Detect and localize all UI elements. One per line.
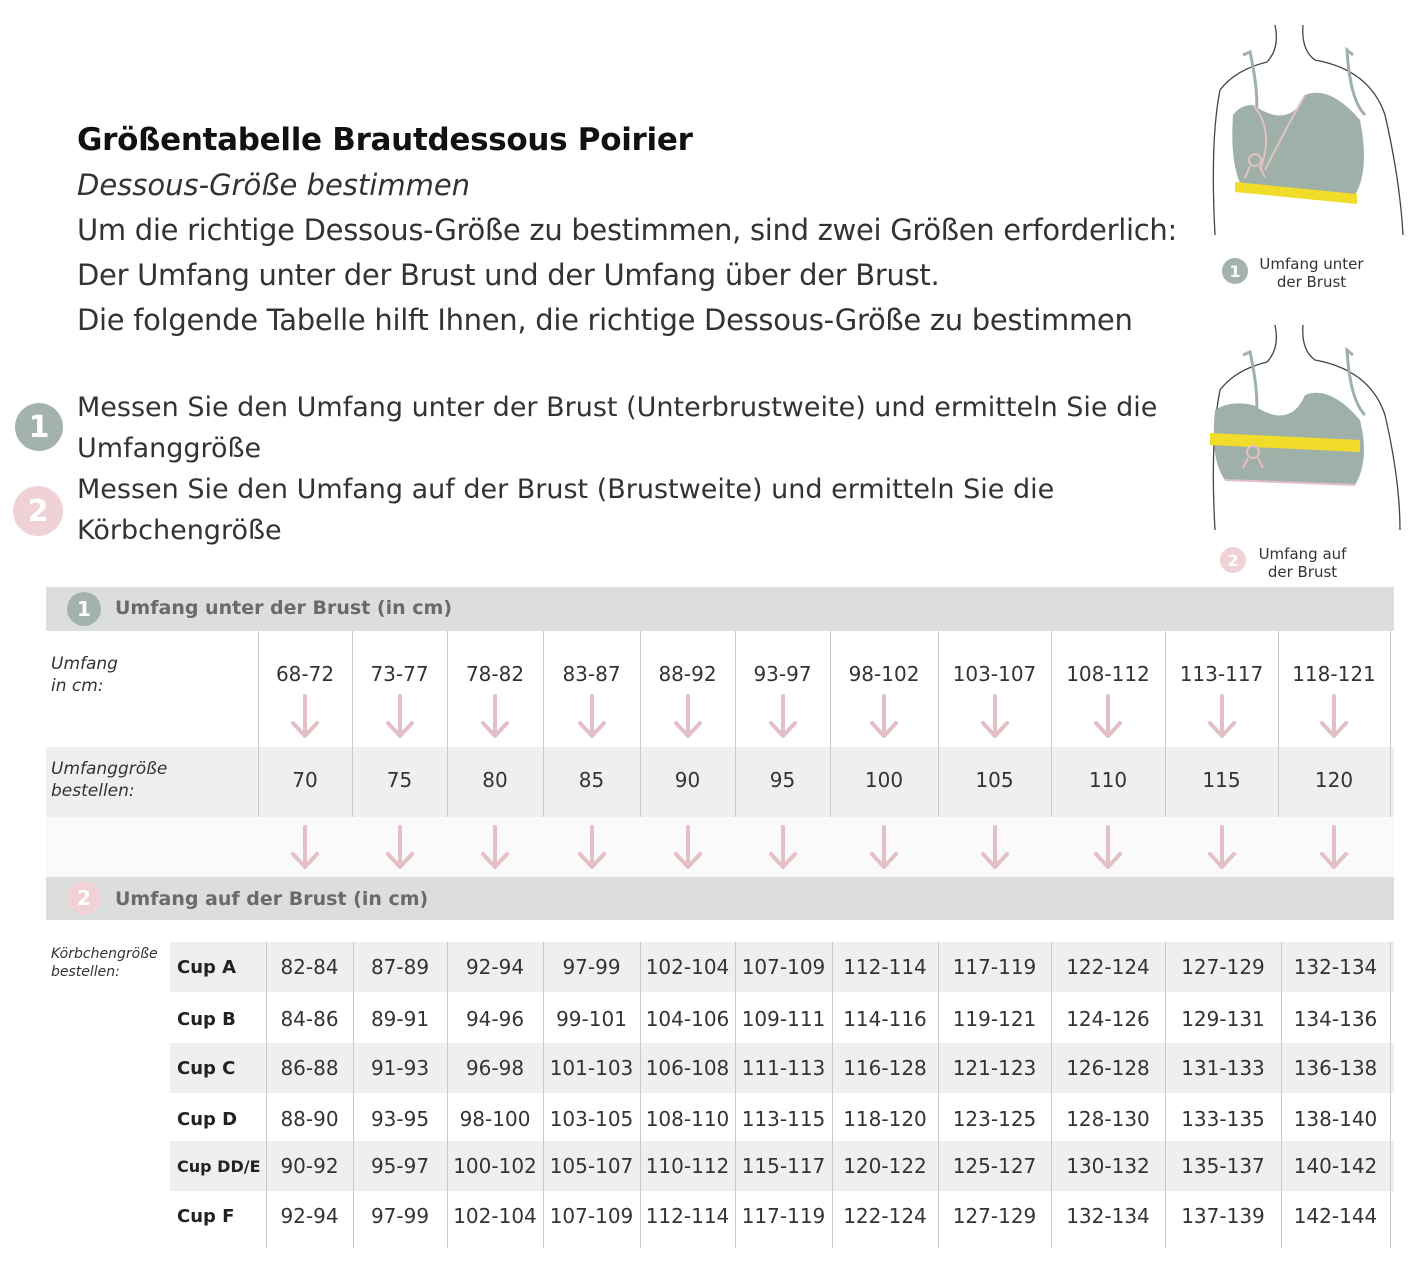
down-arrow-icon	[1319, 825, 1349, 871]
underbust-range-cell: 83-87	[562, 662, 621, 686]
cup-range-cell: 102-104	[453, 1204, 537, 1228]
cup-range-cell: 106-108	[645, 1056, 730, 1080]
underbust-range-cell: 88-92	[658, 662, 717, 686]
cup-label: Cup F	[177, 1205, 235, 1227]
cup-range-cell: 127-129	[952, 1204, 1037, 1228]
cup-range-cell: 111-113	[741, 1056, 826, 1080]
cup-range-cell: 124-126	[1066, 1007, 1150, 1031]
cup-column-divider	[640, 942, 641, 1248]
cup-range-cell: 90-92	[280, 1154, 339, 1178]
band-size-cell: 100	[864, 768, 904, 792]
intro-line-1: Um die richtige Dessous-Größe zu bestimmen, sind zwei Größen erforderlich:	[77, 213, 1177, 247]
page-subtitle: Dessous-Größe bestimmen	[77, 168, 471, 202]
cup-range-cell: 117-119	[952, 955, 1037, 979]
cup-range-cell: 98-100	[459, 1107, 531, 1131]
cup-range-cell: 131-133	[1181, 1056, 1265, 1080]
band-size-cell: 90	[674, 768, 701, 792]
cup-column-divider	[938, 942, 939, 1248]
cup-range-cell: 88-90	[280, 1107, 339, 1131]
cup-column-divider	[1281, 942, 1282, 1248]
cup-range-cell: 108-110	[645, 1107, 730, 1131]
band-size-cell: 85	[578, 768, 605, 792]
cup-range-cell: 110-112	[645, 1154, 730, 1178]
down-arrow-icon	[290, 694, 320, 740]
down-arrow-icon	[869, 825, 899, 871]
cup-label: Cup DD/E	[177, 1156, 261, 1176]
cup-range-cell: 136-138	[1293, 1056, 1378, 1080]
cup-range-cell: 105-107	[549, 1154, 634, 1178]
down-arrow-icon	[385, 825, 415, 871]
underbust-range-cell: 113-117	[1179, 662, 1264, 686]
cup-range-cell: 135-137	[1181, 1154, 1265, 1178]
cup-range-cell: 103-105	[549, 1107, 634, 1131]
underbust-illustration	[1205, 20, 1414, 240]
range-row-label-line-2: in cm:	[51, 676, 104, 696]
underbust-range-cell: 78-82	[465, 662, 525, 686]
figure-1-caption	[1254, 255, 1369, 291]
cup-order-label-line-1: Körbchengröße	[51, 946, 158, 962]
step-1-badge: 1	[15, 403, 63, 451]
figure-2-caption-line-1: Umfang auf	[1258, 545, 1347, 563]
underbust-range-cell: 108-112	[1066, 662, 1150, 686]
cup-range-cell: 102-104	[645, 955, 730, 979]
cup-range-cell: 118-120	[843, 1107, 927, 1131]
cup-range-cell: 107-109	[741, 955, 826, 979]
cup-range-cell: 92-94	[465, 955, 525, 979]
band-size-cell: 105	[975, 768, 1014, 792]
cup-range-cell: 129-131	[1181, 1007, 1265, 1031]
intro-line-2: Der Umfang unter der Brust und der Umfang über der Brust.	[77, 258, 940, 292]
cup-range-cell: 120-122	[843, 1154, 927, 1178]
cup-column-divider	[832, 942, 833, 1248]
step-2-badge: 2	[13, 486, 63, 536]
cup-range-cell: 114-116	[843, 1007, 927, 1031]
cup-range-cell: 132-134	[1293, 955, 1378, 979]
cup-column-divider	[1051, 942, 1052, 1248]
band-size-cell: 110	[1088, 768, 1128, 792]
down-arrow-icon	[577, 825, 607, 871]
cup-range-cell: 91-93	[370, 1056, 430, 1080]
underbust-range-cell: 118-121	[1292, 662, 1376, 686]
cup-range-cell: 94-96	[465, 1007, 525, 1031]
down-arrow-icon	[980, 825, 1010, 871]
down-arrow-icon	[869, 694, 899, 740]
underbust-range-cell: 73-77	[370, 662, 429, 686]
cup-column-divider	[735, 942, 736, 1248]
down-arrow-icon	[673, 694, 703, 740]
cup-range-cell: 96-98	[465, 1056, 525, 1080]
figure-1-caption-line-2: der Brust	[1276, 273, 1347, 291]
cup-range-cell: 140-142	[1293, 1154, 1378, 1178]
band-size-cell: 120	[1314, 768, 1354, 792]
cup-label: Cup A	[177, 956, 237, 978]
figure-2-caption	[1245, 545, 1360, 581]
page-title: Größentabelle Brautdessous Poirier	[77, 122, 693, 158]
cup-range-cell: 89-91	[370, 1007, 430, 1031]
band-size-cell: 95	[769, 768, 796, 792]
cup-range-cell: 84-86	[280, 1007, 339, 1031]
intro-line-3: Die folgende Tabelle hilft Ihnen, die richtige Dessous-Größe zu bestimmen	[77, 303, 1133, 337]
underbust-column-divider	[1390, 631, 1391, 817]
cup-range-cell: 130-132	[1066, 1154, 1150, 1178]
figure-2-caption-line-2: der Brust	[1267, 563, 1338, 581]
cup-range-cell: 134-136	[1293, 1007, 1378, 1031]
cup-range-cell: 116-128	[843, 1056, 927, 1080]
cup-column-divider	[1390, 942, 1391, 1248]
underbust-range-cell: 103-107	[952, 662, 1037, 686]
cup-range-cell: 97-99	[370, 1204, 430, 1228]
size-row-label	[51, 758, 167, 802]
cup-range-cell: 112-114	[843, 955, 927, 979]
cup-range-cell: 112-114	[645, 1204, 730, 1228]
cup-range-cell: 133-135	[1181, 1107, 1265, 1131]
band-size-cell: 75	[386, 768, 413, 792]
cup-range-cell: 92-94	[280, 1204, 339, 1228]
cup-range-cell: 125-127	[952, 1154, 1037, 1178]
figure-1-caption-line-1: Umfang unter	[1259, 255, 1364, 273]
section-1-title: Umfang unter der Brust (in cm)	[115, 597, 452, 619]
size-row-label-line-1: Umfanggröße	[51, 759, 168, 779]
cup-range-cell: 93-95	[370, 1107, 430, 1131]
cup-range-cell: 126-128	[1066, 1056, 1150, 1080]
down-arrow-icon	[673, 825, 703, 871]
band-size-cell: 80	[482, 768, 508, 792]
cup-column-divider	[266, 942, 267, 1248]
cup-column-divider	[447, 942, 448, 1248]
underbust-range-cell: 68-72	[275, 662, 335, 686]
underbust-range-cell: 93-97	[753, 662, 812, 686]
down-arrow-icon	[290, 825, 320, 871]
cup-range-cell: 137-139	[1181, 1204, 1265, 1228]
cup-range-cell: 123-125	[952, 1107, 1037, 1131]
cup-order-label-line-2: bestellen:	[51, 964, 120, 980]
underbust-range-cell: 98-102	[848, 662, 920, 686]
cup-range-cell: 99-101	[556, 1007, 627, 1031]
cup-range-cell: 107-109	[549, 1204, 634, 1228]
range-row-label-line-1: Umfang	[51, 654, 118, 674]
step-1-text: Messen Sie den Umfang unter der Brust (Unterbrustweite) und ermitteln Sie die Umfanggröße	[77, 392, 1158, 464]
down-arrow-icon	[1093, 694, 1123, 740]
down-arrow-icon	[1093, 825, 1123, 871]
arrow-row-band	[46, 817, 1394, 877]
down-arrow-icon	[480, 825, 510, 871]
band-size-cell: 70	[292, 768, 318, 792]
bust-illustration	[1205, 320, 1414, 535]
cup-range-cell: 82-84	[280, 955, 339, 979]
down-arrow-icon	[577, 694, 607, 740]
cup-range-cell: 87-89	[370, 955, 430, 979]
cup-range-cell: 113-115	[741, 1107, 826, 1131]
cup-range-cell: 122-124	[843, 1204, 927, 1228]
down-arrow-icon	[1207, 825, 1237, 871]
cup-range-cell: 132-134	[1066, 1204, 1150, 1228]
cup-range-cell: 109-111	[741, 1007, 826, 1031]
cup-range-cell: 138-140	[1293, 1107, 1378, 1131]
down-arrow-icon	[980, 694, 1010, 740]
figure-2-badge: 2	[1220, 547, 1246, 573]
down-arrow-icon	[1207, 694, 1237, 740]
cup-column-divider	[1165, 942, 1166, 1248]
cup-order-label	[51, 945, 158, 981]
cup-range-cell: 86-88	[280, 1056, 339, 1080]
cup-label: Cup D	[177, 1108, 238, 1130]
cup-range-cell: 128-130	[1066, 1107, 1150, 1131]
cup-range-cell: 127-129	[1181, 955, 1265, 979]
cup-range-cell: 115-117	[741, 1154, 826, 1178]
cup-range-cell: 121-123	[952, 1056, 1037, 1080]
cup-column-divider	[353, 942, 354, 1248]
cup-range-cell: 117-119	[741, 1204, 826, 1228]
down-arrow-icon	[768, 694, 798, 740]
cup-column-divider	[543, 942, 544, 1248]
band-size-cell: 115	[1202, 768, 1241, 792]
cup-range-cell: 104-106	[645, 1007, 730, 1031]
cup-label: Cup B	[177, 1008, 236, 1030]
figure-1-badge: 1	[1222, 258, 1248, 284]
step-2-text: Messen Sie den Umfang auf der Brust (Brustweite) und ermitteln Sie die Körbchengröße	[77, 474, 1055, 546]
down-arrow-icon	[768, 825, 798, 871]
range-row-label	[51, 653, 118, 697]
cup-range-cell: 100-102	[453, 1154, 537, 1178]
down-arrow-icon	[385, 694, 415, 740]
down-arrow-icon	[1319, 694, 1349, 740]
cup-range-cell: 95-97	[370, 1154, 430, 1178]
cup-range-cell: 142-144	[1293, 1204, 1378, 1228]
cup-label: Cup C	[177, 1057, 236, 1079]
section-1-badge: 1	[67, 592, 101, 626]
section-2-title: Umfang auf der Brust (in cm)	[115, 888, 429, 910]
size-row-label-line-2: bestellen:	[51, 781, 135, 801]
cup-range-cell: 119-121	[952, 1007, 1037, 1031]
cup-range-cell: 122-124	[1066, 955, 1150, 979]
down-arrow-icon	[480, 694, 510, 740]
section-2-badge: 2	[67, 881, 101, 915]
cup-range-cell: 101-103	[549, 1056, 634, 1080]
cup-range-cell: 97-99	[562, 955, 621, 979]
